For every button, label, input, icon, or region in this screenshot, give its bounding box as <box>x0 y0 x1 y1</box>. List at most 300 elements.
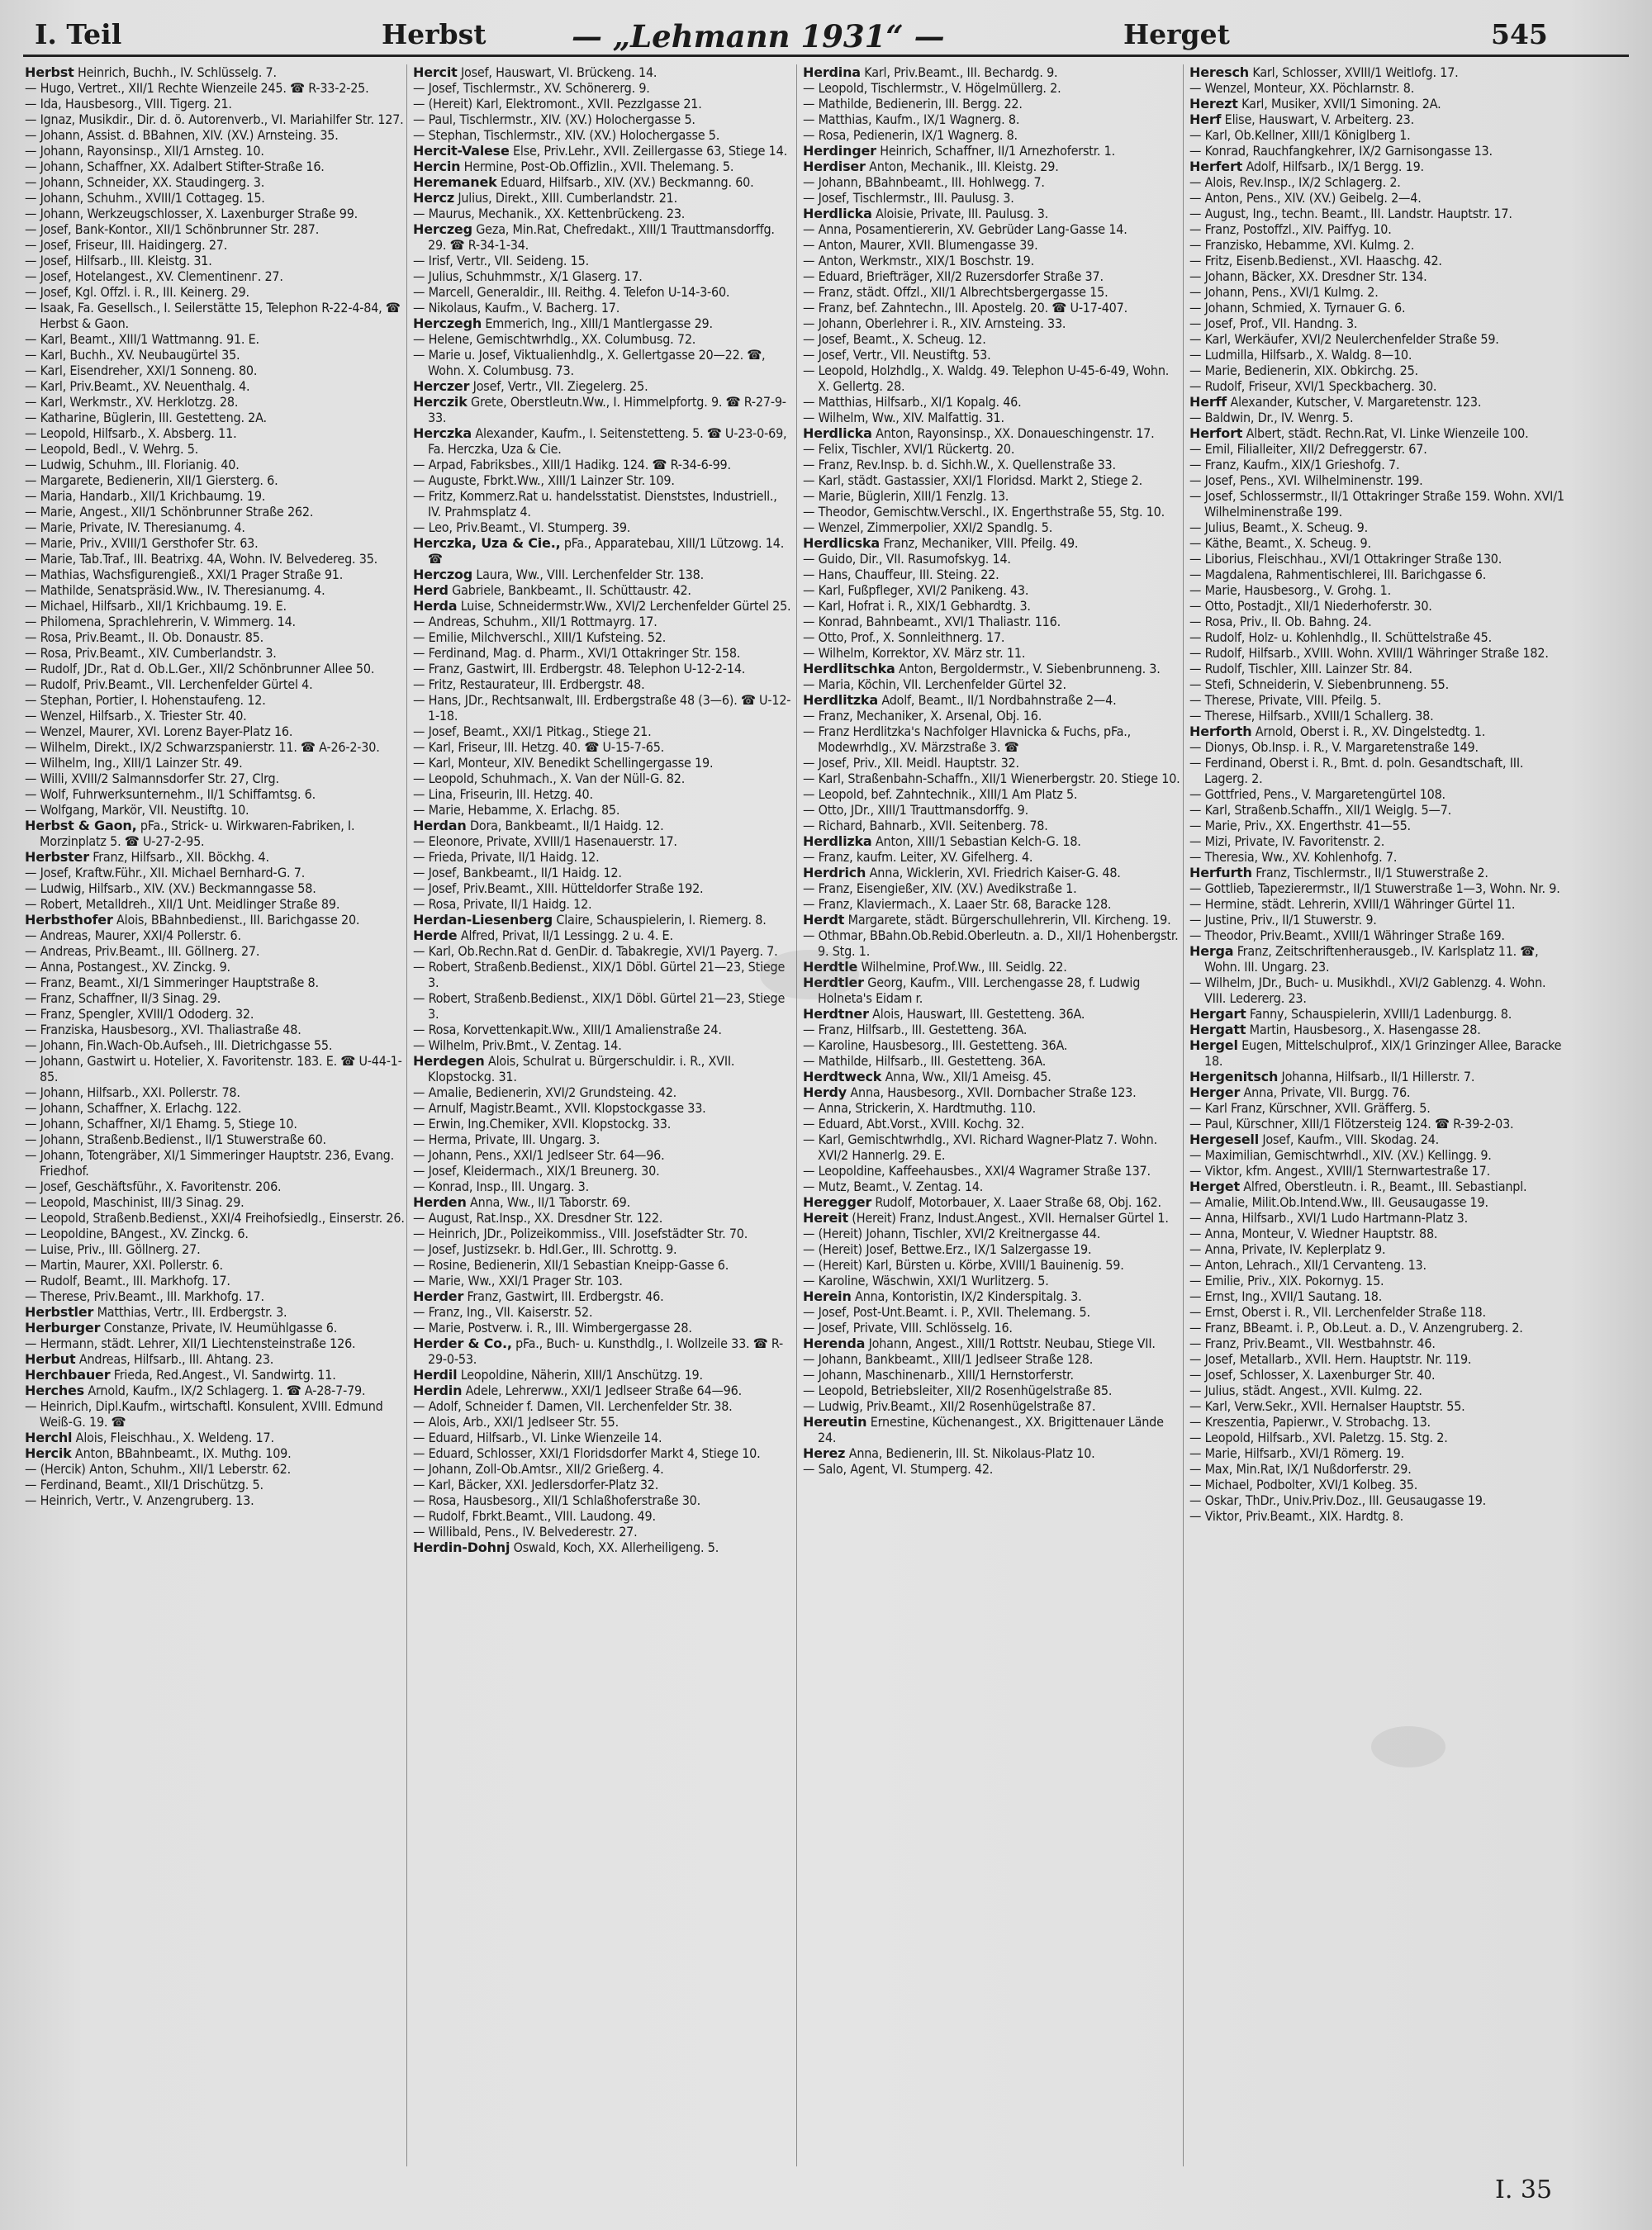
directory-entry <box>1189 975 1569 1006</box>
directory-entry <box>803 661 1183 676</box>
entry-details: — Johann, Fin.Wach-Ob.Aufseh., III. Dietrichgasse 55. <box>25 1037 333 1053</box>
entry-surname: Herda <box>413 598 458 614</box>
directory-entry <box>803 1273 1183 1288</box>
entry-details: Martin, Hausbesorg., X. Hasengasse 28. <box>1249 1022 1481 1037</box>
entry-details: Fanny, Schauspielerin, XVIII/1 Ladenburgg. 8. <box>1249 1006 1512 1022</box>
entry-details: — Justine, Priv., II/1 Stuwerstr. 9. <box>1189 912 1377 928</box>
entry-details: — Karl, Friseur, III. Hetzg. 40. ☎ U-15-7-65. <box>413 739 665 755</box>
entry-surname: Herdin <box>413 1383 463 1398</box>
directory-entry <box>25 190 405 206</box>
directory-entry <box>413 472 793 488</box>
directory-entry <box>25 990 405 1006</box>
directory-entry <box>1189 457 1569 472</box>
directory-entry <box>1189 520 1569 535</box>
entry-details: — Amalie, Milit.Ob.Intend.Ww., III. Geusaugasse 19. <box>1189 1194 1488 1210</box>
directory-entry <box>803 237 1183 253</box>
entry-details: — Adolf, Schneider f. Damen, VII. Lerchenfelder Str. 38. <box>413 1398 733 1414</box>
entry-details: — Arnulf, Magistr.Beamt., XVII. Klopstockgasse 33. <box>413 1100 706 1116</box>
entry-details: Eugen, Mittelschulprof., XIX/1 Grinzinger Allee, Baracke 18. <box>1204 1037 1562 1069</box>
entry-details: — Alois, Rev.Insp., IX/2 Schlagerg. 2. <box>1189 174 1401 190</box>
directory-entry <box>413 190 793 206</box>
entry-details: — Dionys, Ob.Insp. i. R., V. Margaretenstraße 149. <box>1189 739 1479 755</box>
entry-details: — Robert, Metalldreh., XII/1 Unt. Meidlinger Straße 89. <box>25 896 340 912</box>
directory-entry <box>1189 1336 1569 1351</box>
directory-entry <box>803 724 1183 755</box>
publication-title: — „Lehmann 1931“ — <box>572 18 945 55</box>
entry-surname: Herdlizka <box>803 833 872 849</box>
directory-entry <box>25 268 405 284</box>
directory-entry <box>413 676 793 692</box>
entry-details: — Wilhelm, Korrektor, XV. März str. 11. <box>803 645 1026 661</box>
directory-entry <box>803 755 1183 771</box>
entry-details: — (Hereit) Josef, Bettwe.Erz., IX/1 Salzergasse 19. <box>803 1241 1092 1257</box>
entry-surname: Hercz <box>413 190 454 206</box>
entry-details: — Franz, Hilfsarb., III. Gestetteng. 36A. <box>803 1022 1028 1037</box>
directory-entry <box>803 1445 1183 1461</box>
entry-details: — Liborius, Fleischhau., XVI/1 Ottakringer Straße 130. <box>1189 551 1502 567</box>
entry-details: — Wilhelm, Direkt., IX/2 Schwarzspanierstr. 11. ☎ A-26-2-30. <box>25 739 380 755</box>
directory-entry <box>25 143 405 159</box>
directory-entry <box>803 1336 1183 1351</box>
directory-entry <box>25 818 405 849</box>
entry-details: — Julius, Beamt., X. Scheug. 9. <box>1189 520 1369 535</box>
directory-entry <box>25 1304 405 1320</box>
directory-entry <box>25 1383 405 1398</box>
entry-details: Anna, Kontoristin, IX/2 Kinderspitalg. 3. <box>855 1288 1082 1304</box>
directory-entry <box>413 488 793 520</box>
entry-details: — Johann, Werkzeugschlosser, X. Laxenburger Straße 99. <box>25 206 358 221</box>
entry-details: Anton, XIII/1 Sebastian Kelch-G. 18. <box>875 833 1081 849</box>
entry-details: Frieda, Red.Angest., VI. Sandwirtg. 11. <box>113 1367 336 1383</box>
directory-entry <box>413 943 793 959</box>
directory-entry <box>25 535 405 551</box>
entry-surname: Hereit <box>803 1210 848 1226</box>
entry-details: — Emilie, Priv., XIX. Pokornyg. 15. <box>1189 1273 1384 1288</box>
entry-surname: Herdiser <box>803 159 866 174</box>
directory-entry <box>803 708 1183 724</box>
entry-surname: Herfort <box>1189 425 1243 441</box>
entry-details: Josef, Vertr., VII. Ziegelerg. 25. <box>472 378 648 394</box>
entry-details: — Marie, Ww., XXI/1 Prager Str. 103. <box>413 1273 623 1288</box>
directory-entry <box>25 1367 405 1383</box>
entry-details: — Maximilian, Gemischtwrhdl., XIV. (XV.) Kellingg. 9. <box>1189 1147 1492 1163</box>
entry-details: — Mathilde, Senatspräsid.Ww., IV. Theresianumg. 4. <box>25 582 325 598</box>
directory-entry <box>1189 331 1569 347</box>
entry-details: — Josef, Pens., XVI. Wilhelminenstr. 199. <box>1189 472 1423 488</box>
directory-entry <box>803 692 1183 708</box>
directory-entry <box>25 457 405 472</box>
directory-entry <box>803 896 1183 912</box>
entry-details: — Philomena, Sprachlehrerin, V. Wimmerg. 14. <box>25 614 296 629</box>
entry-details: — Franz, Priv.Beamt., VII. Westbahnstr. 46. <box>1189 1336 1436 1351</box>
entry-surname: Herczegh <box>413 316 482 331</box>
column-4 <box>1189 64 1569 2166</box>
entry-details: — Eduard, Hilfsarb., VI. Linke Wienzeile 14. <box>413 1430 662 1445</box>
directory-entry <box>413 739 793 755</box>
entry-details: — Karl, Ob.Rechn.Rat d. GenDir. d. Tabakregie, XVI/1 Payerg. 7. <box>413 943 778 959</box>
entry-details: — Lina, Friseurin, III. Hetzg. 40. <box>413 786 593 802</box>
entry-details: — Franz, kaufm. Leiter, XV. Gifelherg. 4. <box>803 849 1033 865</box>
entry-details: Emmerich, Ing., XIII/1 Mantlergasse 29. <box>485 316 713 331</box>
directory-entry <box>25 472 405 488</box>
entry-details: — Ludmilla, Hilfsarb., X. Waldg. 8—10. <box>1189 347 1412 363</box>
paper-stain <box>760 950 859 999</box>
entry-details: — Viktor, Priv.Beamt., XIX. Hardtg. 8. <box>1189 1508 1403 1524</box>
directory-entry <box>25 1006 405 1022</box>
directory-entry <box>803 771 1183 786</box>
directory-entry <box>25 1430 405 1445</box>
directory-entry <box>25 629 405 645</box>
entry-surname: Herdinger <box>803 143 876 159</box>
entry-details: — Hans, Chauffeur, III. Steing. 22. <box>803 567 999 582</box>
entry-details: — Hermine, städt. Lehrerin, XVIII/1 Währinger Gürtel 11. <box>1189 896 1516 912</box>
entry-details: Anton, Bergoldermstr., V. Siebenbrunneng. 3. <box>899 661 1161 676</box>
entry-surname: Herenda <box>803 1336 866 1351</box>
entry-details: — Otto, JDr., XIII/1 Trauttmansdorffg. 9. <box>803 802 1029 818</box>
directory-entry <box>25 614 405 629</box>
directory-entry <box>803 316 1183 331</box>
entry-details: — Johann, Totengräber, XI/1 Simmeringer Hauptstr. 236, Evang. Friedhof. <box>25 1147 394 1179</box>
entry-details: — Josef, Priv.Beamt., XIII. Hütteldorfer Straße 192. <box>413 880 704 896</box>
entry-details: — Franz, Schaffner, II/3 Sinag. 29. <box>25 990 221 1006</box>
directory-entry <box>25 771 405 786</box>
directory-entry <box>413 64 793 80</box>
directory-entry <box>803 159 1183 174</box>
entry-details: Anton, BBahnbeamt., IX. Muthg. 109. <box>74 1445 292 1461</box>
directory-entry <box>803 1461 1183 1477</box>
entry-details: — Josef, Bank-Kontor., XII/1 Schönbrunner Str. 287. <box>25 221 320 237</box>
entry-details: — Hermann, städt. Lehrer, XII/1 Liechtensteinstraße 126. <box>25 1336 356 1351</box>
entry-details: — Franz, bef. Zahntechn., III. Apostelg. 20. ☎ U-17-407. <box>803 300 1127 316</box>
entry-details: — Anna, Hilfsarb., XVI/1 Ludo Hartmann-Platz 3. <box>1189 1210 1468 1226</box>
directory-entry <box>803 221 1183 237</box>
directory-entry <box>1189 1210 1569 1226</box>
directory-entry <box>803 1100 1183 1116</box>
entry-details: Anton, Mechanik., III. Kleistg. 29. <box>869 159 1059 174</box>
entry-details: — Johann, Schneider, XX. Staudingerg. 3. <box>25 174 265 190</box>
entry-details: Heinrich, Buchh., IV. Schlüsselg. 7. <box>77 64 277 80</box>
directory-entry <box>25 1241 405 1257</box>
directory-entry <box>803 614 1183 629</box>
entry-details: — Rudolf, Holz- u. Kohlenhdlg., II. Schüttelstraße 45. <box>1189 629 1492 645</box>
entry-details: — Leopold, Schuhmach., X. Van der Nüll-G. 82. <box>413 771 686 786</box>
directory-entry <box>1189 488 1569 520</box>
entry-details: — Max, Min.Rat, IX/1 Nußdorferstr. 29. <box>1189 1461 1412 1477</box>
entry-surname: Herdlicka <box>803 425 872 441</box>
entry-surname: Hereutin <box>803 1414 867 1430</box>
entry-details: Alois, Fleischhau., X. Weldeng. 17. <box>75 1430 274 1445</box>
directory-entry <box>803 206 1183 221</box>
directory-entry <box>413 1037 793 1053</box>
column-divider <box>796 64 797 2166</box>
directory-entry <box>803 80 1183 96</box>
entry-details: Anna, Ww., XII/1 Ameisg. 45. <box>885 1069 1051 1084</box>
entry-details: — Karl, Hofrat i. R., XIX/1 Gebhardtg. 3. <box>803 598 1031 614</box>
entry-details: (Hereit) Franz, Indust.Angest., XVII. Hernalser Gürtel 1. <box>852 1210 1169 1226</box>
entry-details: — Josef, Private, VIII. Schlösselg. 16. <box>803 1320 1013 1336</box>
directory-entry <box>1189 896 1569 912</box>
directory-entry <box>25 865 405 880</box>
directory-entry <box>1189 1132 1569 1147</box>
entry-details: pFa., Buch- u. Kunsthdlg., I. Wollzeile 33. ☎ R-29-0-53. <box>428 1336 784 1367</box>
directory-entry <box>413 990 793 1022</box>
entry-details: — Anna, Monteur, V. Wiedner Hauptstr. 88. <box>1189 1226 1438 1241</box>
directory-entry <box>803 1414 1183 1445</box>
directory-entry <box>25 802 405 818</box>
directory-entry <box>1189 1508 1569 1524</box>
entry-details: — Otto, Postadjt., XII/1 Niederhoferstr. 30. <box>1189 598 1432 614</box>
directory-entry <box>413 457 793 472</box>
entry-details: — Stephan, Portier, I. Hohenstaufeng. 12. <box>25 692 266 708</box>
entry-details: — Luise, Priv., III. Göllnerg. 27. <box>25 1241 201 1257</box>
entry-details: — Leopold, Betriebsleiter, XII/2 Rosenhügelstraße 85. <box>803 1383 1113 1398</box>
entry-details: Anna, Ww., II/1 Taborstr. 69. <box>470 1194 631 1210</box>
directory-entry <box>25 1257 405 1273</box>
entry-details: Oswald, Koch, XX. Allerheiligeng. 5. <box>513 1540 719 1555</box>
directory-entry <box>803 488 1183 504</box>
directory-entry <box>1189 143 1569 159</box>
entry-details: — Marie, Büglerin, XIII/1 Fenzlg. 13. <box>803 488 1009 504</box>
entry-details: — Paul, Tischlermstr., XIV. (XV.) Holochergasse 5. <box>413 112 695 127</box>
directory-entry <box>25 1273 405 1288</box>
entry-details: Alois, BBahnbedienst., III. Barichgasse 20. <box>116 912 360 928</box>
directory-entry <box>803 849 1183 865</box>
entry-details: — Rosine, Bedienerin, XII/1 Sebastian Kneipp-Gasse 6. <box>413 1257 729 1273</box>
entry-surname: Heremanek <box>413 174 497 190</box>
directory-entry <box>413 614 793 629</box>
entry-details: — Andreas, Schuhm., XII/1 Rottmayrg. 17. <box>413 614 657 629</box>
entry-details: — Heinrich, Vertr., V. Anzengruberg. 13. <box>25 1492 254 1508</box>
directory-entry <box>1189 1461 1569 1477</box>
directory-entry <box>803 253 1183 268</box>
entry-details: Margarete, städt. Bürgerschullehrerin, VII. Kircheng. 19. <box>847 912 1171 928</box>
entry-surname: Herczog <box>413 567 472 582</box>
directory-entry <box>803 1069 1183 1084</box>
entry-surname: Hercik <box>25 1445 72 1461</box>
entry-details: — Karl, Buchh., XV. Neubaugürtel 35. <box>25 347 240 363</box>
directory-entry <box>25 300 405 331</box>
directory-entry <box>1189 708 1569 724</box>
entry-surname: Herezt <box>1189 96 1238 112</box>
entry-surname: Herbst <box>25 64 74 80</box>
entry-details: — Maria, Handarb., XII/1 Krichbaumg. 19. <box>25 488 266 504</box>
entry-details: — Rosa, Priv.Beamt., XIV. Cumberlandstr. 3. <box>25 645 277 661</box>
directory-entry <box>25 1445 405 1461</box>
sheet-signature: I. 35 <box>1495 2175 1553 2204</box>
entry-details: — Mizi, Private, IV. Favoritenstr. 2. <box>1189 833 1385 849</box>
directory-entry <box>413 268 793 284</box>
directory-entry <box>25 1194 405 1210</box>
entry-surname: Heregger <box>803 1194 872 1210</box>
entry-details: — Therese, Priv.Beamt., III. Markhofg. 17. <box>25 1288 264 1304</box>
directory-entry <box>803 300 1183 316</box>
entry-details: — Ernst, Oberst i. R., VII. Lerchenfelder Straße 118. <box>1189 1304 1486 1320</box>
directory-entry <box>25 174 405 190</box>
entry-details: Karl, Musiker, XVII/1 Simoning. 2A. <box>1241 96 1441 112</box>
header-rule <box>23 55 1629 57</box>
directory-entry <box>413 928 793 943</box>
entry-details: — Irisf, Vertr., VII. Seideng. 15. <box>413 253 589 268</box>
directory-entry <box>413 112 793 127</box>
directory-entry <box>25 692 405 708</box>
entry-details: Anna, Bedienerin, III. St. Nikolaus-Platz 10. <box>848 1445 1095 1461</box>
entry-details: — Therese, Hilfsarb., XVIII/1 Schallerg. 38. <box>1189 708 1434 724</box>
entry-details: — Josef, Kleidermach., XIX/1 Breunerg. 30. <box>413 1163 660 1179</box>
entry-surname: Herbut <box>25 1351 76 1367</box>
directory-entry <box>25 221 405 237</box>
entry-details: — Anton, Werkmstr., XIX/1 Boschstr. 19. <box>803 253 1034 268</box>
entry-details: — Josef, Justizsekr. b. Hdl.Ger., III. Schrottg. 9. <box>413 1241 677 1257</box>
entry-details: Alois, Hauswart, III. Gestetteng. 36A. <box>872 1006 1085 1022</box>
directory-entry <box>803 331 1183 347</box>
directory-entry <box>25 1179 405 1194</box>
entry-details: — Michael, Hilfsarb., XII/1 Krichbaumg. 19. E. <box>25 598 287 614</box>
directory-entry <box>803 629 1183 645</box>
entry-details: — August, Rat.Insp., XX. Dresdner Str. 122. <box>413 1210 663 1226</box>
directory-entry <box>803 1304 1183 1320</box>
directory-entry <box>1189 1367 1569 1383</box>
entry-details: — Rosa, Priv.Beamt., II. Ob. Donaustr. 85. <box>25 629 264 645</box>
entry-details: — Franz, Kaufm., XIX/1 Grieshofg. 7. <box>1189 457 1400 472</box>
entry-details: — Ludwig, Priv.Beamt., XII/2 Rosenhügelstraße 87. <box>803 1398 1096 1414</box>
entry-details: Arnold, Kaufm., IX/2 Schlagerg. 1. ☎ A-28-7-79. <box>88 1383 366 1398</box>
directory-entry <box>413 865 793 880</box>
entry-details: Hermine, Post-Ob.Offizlin., XVII. Thelemang. 5. <box>463 159 734 174</box>
directory-entry <box>1189 127 1569 143</box>
directory-entry <box>803 347 1183 363</box>
entry-details: — Anton, Pens., XIV. (XV.) Geibelg. 2—4. <box>1189 190 1422 206</box>
entry-surname: Herburger <box>25 1320 101 1336</box>
entry-details: pFa., Apparatebau, XIII/1 Lützowg. 14. ☎ <box>428 535 785 567</box>
entry-details: — Johann, Schaffner, XX. Adalbert Stifter-Straße 16. <box>25 159 325 174</box>
directory-entry <box>1189 1430 1569 1445</box>
entry-details: — Amalie, Bedienerin, XVI/2 Grundsteing. 42. <box>413 1084 677 1100</box>
entry-details: — Josef, Schlosser, X. Laxenburger Str. 40. <box>1189 1367 1436 1383</box>
entry-details: — Martin, Maurer, XXI. Pollerstr. 6. <box>25 1257 223 1273</box>
entry-details: — Karoline, Wäschwin, XXI/1 Wurlitzerg. 5. <box>803 1273 1049 1288</box>
entry-details: Josef, Kaufm., VIII. Skodag. 24. <box>1262 1132 1440 1147</box>
directory-entry <box>413 1524 793 1540</box>
entry-details: — Leopoldine, BAngest., XV. Zinckg. 6. <box>25 1226 249 1241</box>
column-3 <box>803 64 1183 2166</box>
entry-details: — Maria, Köchin, VII. Lerchenfelder Gürtel 32. <box>803 676 1066 692</box>
directory-entry <box>803 676 1183 692</box>
directory-entry <box>413 1241 793 1257</box>
directory-entry <box>25 1210 405 1226</box>
directory-entry <box>413 582 793 598</box>
entry-details: — Johann, Maschinenarb., XIII/1 Hernstorferstr. <box>803 1367 1074 1383</box>
directory-entry <box>1189 1084 1569 1100</box>
directory-entry <box>413 880 793 896</box>
column-1 <box>25 64 405 2166</box>
entry-details: — Rudolf, Beamt., III. Markhofg. 17. <box>25 1273 230 1288</box>
entry-surname: Herdrich <box>803 865 866 880</box>
entry-details: — Karl, Straßenb.Schaffn., XII/1 Weiglg. 5—7. <box>1189 802 1452 818</box>
entry-details: — Franz, Postoffzl., XIV. Paiffyg. 10. <box>1189 221 1392 237</box>
directory-entry <box>25 1492 405 1508</box>
entry-details: — Wenzel, Monteur, XX. Pöchlarnstr. 8. <box>1189 80 1415 96</box>
entry-surname: Hercit <box>413 64 458 80</box>
entry-details: — Ernst, Ing., XVII/1 Sautang. 18. <box>1189 1288 1383 1304</box>
directory-entry <box>25 896 405 912</box>
entry-details: — Josef, Geschäftsführ., X. Favoritenstr. 206. <box>25 1179 282 1194</box>
entry-details: — Leopold, Hilfsarb., XVI. Paletzg. 15. Stg. 2. <box>1189 1430 1448 1445</box>
entry-details: — Frieda, Private, II/1 Haidg. 12. <box>413 849 600 865</box>
directory-entry <box>413 425 793 457</box>
entry-surname: Heresch <box>1189 64 1249 80</box>
directory-entry <box>803 1288 1183 1304</box>
entry-details: — Margarete, Bedienerin, XII/1 Giersterg. 6. <box>25 472 278 488</box>
entry-details: — Johann, Assist. d. BBahnen, XIV. (XV.) Arnsteing. 35. <box>25 127 339 143</box>
entry-details: — Nikolaus, Kaufm., V. Bacherg. 17. <box>413 300 620 316</box>
entry-surname: Herdtle <box>803 959 858 975</box>
directory-entry <box>1189 598 1569 614</box>
entry-details: — Alois, Arb., XXI/1 Jedlseer Str. 55. <box>413 1414 620 1430</box>
entry-details: — Heinrich, Dipl.Kaufm., wirtschaftl. Konsulent, XVIII. Edmund Weiß-G. 19. ☎ <box>25 1398 383 1430</box>
entry-details: Josef, Hauswart, VI. Brückeng. 14. <box>460 64 657 80</box>
entry-details: Matthias, Vertr., III. Erdbergstr. 3. <box>97 1304 287 1320</box>
directory-entry <box>413 1492 793 1508</box>
directory-entry <box>803 1053 1183 1069</box>
entry-details: Johann, Angest., XIII/1 Rottstr. Neubau, Stiege VII. <box>868 1336 1156 1351</box>
directory-entry <box>1189 425 1569 441</box>
entry-details: — Rudolf, Tischler, XIII. Lainzer Str. 84. <box>1189 661 1412 676</box>
entry-surname: Herdlicka <box>803 206 872 221</box>
directory-entry <box>413 1147 793 1163</box>
entry-details: — (Hercik) Anton, Schuhm., XII/1 Leberstr. 62. <box>25 1461 291 1477</box>
entry-surname: Herf <box>1189 112 1222 127</box>
entry-details: Luise, Schneidermstr.Ww., XVI/2 Lerchenfelder Gürtel 25. <box>460 598 791 614</box>
entry-details: — Josef, Beamt., X. Scheug. 12. <box>803 331 986 347</box>
entry-details: — Leopold, Straßenb.Bedienst., XXI/4 Freihofsiedlg., Einserstr. 26. <box>25 1210 405 1226</box>
directory-entry <box>1189 1194 1569 1210</box>
directory-entry <box>25 1037 405 1053</box>
entry-details: — Konrad, Insp., III. Ungarg. 3. <box>413 1179 590 1194</box>
directory-entry <box>25 410 405 425</box>
directory-entry <box>25 661 405 676</box>
entry-surname: Herga <box>1189 943 1234 959</box>
entry-details: — Paul, Kürschner, XIII/1 Flötzersteig 124. ☎ R-39-2-03. <box>1189 1116 1514 1132</box>
directory-entry <box>803 1398 1183 1414</box>
directory-entry <box>413 1288 793 1304</box>
directory-entry <box>1189 174 1569 190</box>
entry-details: — (Hereit) Johann, Tischler, XVI/2 Kreitnergasse 44. <box>803 1226 1101 1241</box>
entry-details: — Franz, Spengler, XVIII/1 Ododerg. 32. <box>25 1006 254 1022</box>
entry-details: — Fritz, Eisenb.Bedienst., XVI. Haaschg. 42. <box>1189 253 1442 268</box>
entry-surname: Herget <box>1189 1179 1240 1194</box>
entry-details: — Franz, BBeamt. i. P., Ob.Leut. a. D., V. Anzengruberg. 2. <box>1189 1320 1523 1336</box>
entry-details: — Wenzel, Zimmerpolier, XXI/2 Spandlg. 5. <box>803 520 1053 535</box>
directory-entry <box>1189 943 1569 975</box>
directory-entry <box>803 174 1183 190</box>
entry-details: Anna, Wicklerin, XVI. Friedrich Kaiser-G. 48. <box>869 865 1121 880</box>
directory-entry <box>25 96 405 112</box>
directory-entry <box>803 1116 1183 1132</box>
entry-details: Anna, Hausbesorg., XVII. Dornbacher Straße 123. <box>850 1084 1137 1100</box>
directory-entry <box>1189 551 1569 567</box>
entry-details: — Leopold, Holzhdlg., X. Waldg. 49. Telephon U-45-6-49, Wohn. X. Gellertg. 28. <box>803 363 1170 394</box>
directory-entry <box>1189 1492 1569 1508</box>
directory-entry <box>803 1132 1183 1163</box>
entry-details: — Willi, XVIII/2 Salmannsdorfer Str. 27, Clrg. <box>25 771 279 786</box>
entry-details: Heinrich, Schaffner, II/1 Arnezhoferstr. 1. <box>880 143 1116 159</box>
directory-entry <box>25 598 405 614</box>
directory-entry <box>413 1304 793 1320</box>
entry-details: Johanna, Hilfsarb., II/1 Hillerstr. 7. <box>1281 1069 1475 1084</box>
directory-entry <box>1189 268 1569 284</box>
directory-entry <box>413 127 793 143</box>
entry-details: Alexander, Kaufm., I. Seitenstetteng. 5. ☎ U-23-0-69, Fa. Herczka, Uza & Cie. <box>428 425 787 457</box>
